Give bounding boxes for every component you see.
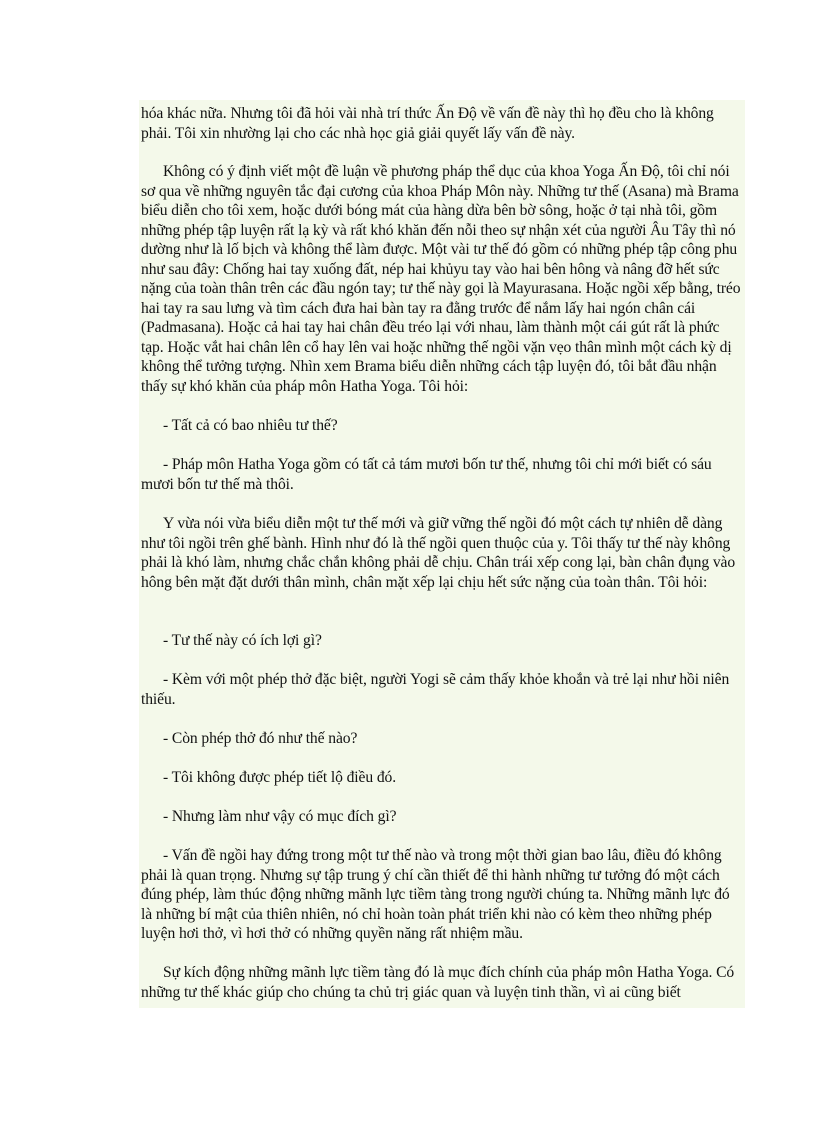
- dialogue-answer-purpose: - Vấn đề ngồi hay đứng trong một tư thế nào và trong một thời gian bao lâu, điều đó không phải là quan trọng. Nhưng sự tập trung ý chí cần thiết để thi hành những tư tưởng đó một cách đúng phép, làm thúc động những mãnh lực tiềm tàng trong người chúng ta. Những mãnh lực đó là những bí mật của thiên nhiên, nó chỉ hoàn toàn phát triển khi nào có kèm theo những phép luyện hơi thở, vì hơi thở có những quyền năng rất nhiệm mầu.: [141, 847, 730, 942]
- dialogue-answer-count: - Pháp môn Hatha Yoga gồm có tất cả tám mươi bốn tư thế, nhưng tôi chỉ mới biết có sáu mươi bốn tư thế mà thôi.: [141, 456, 712, 493]
- dialogue-question-purpose: - Nhưng làm như vậy có mục đích gì?: [163, 808, 397, 825]
- dialogue-question-count: - Tất cả có bao nhiêu tư thế?: [163, 417, 338, 434]
- paragraph-hatha-yoga-goal: Sự kích động những mãnh lực tiềm tàng đó là mục đích chính của pháp môn Hatha Yoga. Có những tư thế khác giúp cho chúng ta chủ trị giác quan và luyện tinh thần, vì ai cũng biết: [141, 964, 735, 1001]
- dialogue-question-breathing: - Còn phép thở đó như thế nào?: [163, 730, 358, 747]
- dialogue-answer-benefit: - Kèm với một phép thở đặc biệt, người Yogi sẽ cảm thấy khỏe khoắn và trẻ lại như hồi niên thiếu.: [141, 671, 730, 708]
- paragraph-continuation: hóa khác nữa. Nhưng tôi đã hỏi vài nhà trí thức Ấn Độ về vấn đề này thì họ đều cho là không phải. Tôi xin nhường lại cho các nhà học giả giải quyết lấy vấn đề này.: [141, 105, 714, 142]
- dialogue-question-benefit: - Tư thế này có ích lợi gì?: [163, 632, 322, 649]
- dialogue-answer-secret: - Tôi không được phép tiết lộ điều đó.: [163, 769, 397, 786]
- paragraph-asana-description: Không có ý định viết một đề luận về phương pháp thể dục của khoa Yoga Ấn Độ, tôi chỉ nói sơ qua về những nguyên tắc đại cương của khoa Pháp Môn này. Những tư thế (Asana) mà Brama biểu diễn cho tôi xem, hoặc dưới bóng mát của hàng dừa bên bờ sông, hoặc ở tại nhà tôi, gồm những phép tập luyện rất lạ kỳ và rất khó khăn đến nỗi theo sự nhận xét của người Âu Tây thì nó dường như là lố bịch và không thể làm được. Một vài tư thế đó gồm có những phép tập công phu như sau đây: Chống hai tay xuống đất, nép hai khủyu tay vào hai bên hông và nâng đỡ hết sức nặng của toàn thân trên các đầu ngón tay; tư thế này gọi là Mayurasana. Hoặc ngồi xếp bằng, tréo hai tay ra sau lưng và tìm cách đưa hai bàn tay ra đằng trước để nắm lấy hai ngón chân cái (Padmasana). Hoặc cả hai tay hai chân đều tréo lại với nhau, làm thành một cái gút rất là phức tạp. Hoặc vắt hai chân lên cổ hay lên vai hoặc những thế ngồi vặn vẹo thân mình một cách kỳ dị không thể tưởng tượng. Nhìn xem Brama biểu diễn những cách tập luyện đó, tôi bắt đầu nhận thấy sự khó khăn của pháp môn Hatha Yoga. Tôi hỏi:: [141, 163, 741, 395]
- paragraph-sitting-posture: Y vừa nói vừa biểu diễn một tư thế mới và giữ vững thế ngồi đó một cách tự nhiên dễ dàng như tôi ngồi trên ghế bành. Hình như đó là thế ngồi quen thuộc của y. Tôi thấy tư thế này không phải là khó làm, nhưng chắc chắn không phải dễ chịu. Chân trái xếp cong lại, bàn chân đụng vào hông bên mặt đặt dưới thân mình, chân mặt xếp lại chịu hết sức nặng của toàn thân. Tôi hỏi:: [141, 515, 736, 591]
